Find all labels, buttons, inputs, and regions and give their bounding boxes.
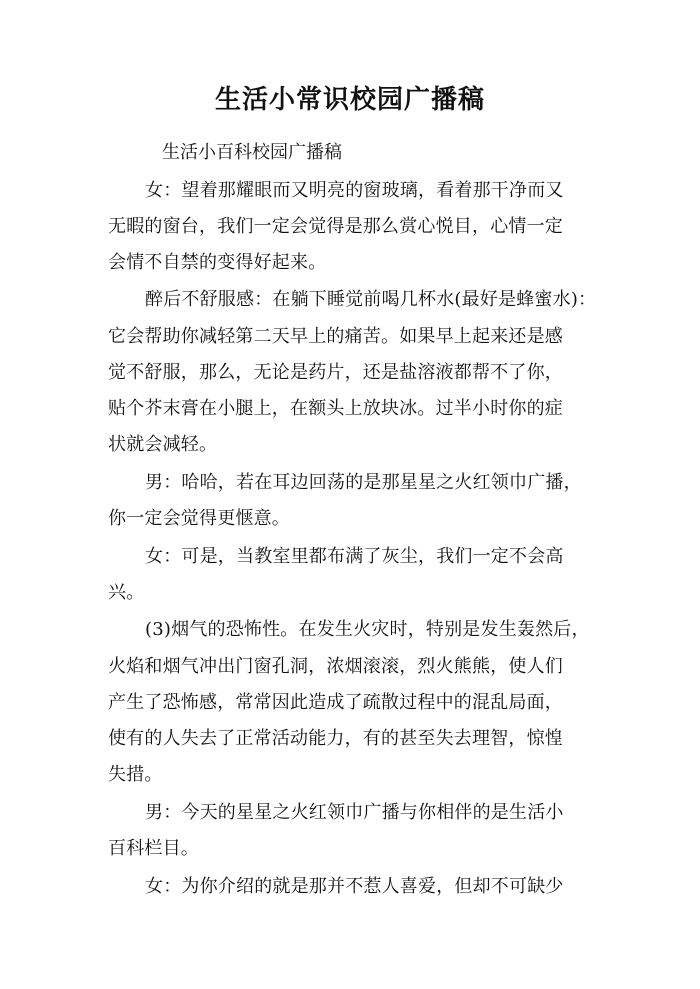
paragraph-line: 醉后不舒服感：在躺下睡觉前喝几杯水(最好是蜂蜜水)： (145, 289, 597, 310)
paragraph-line: 男：今天的星星之火红领巾广播与你相伴的是生活小 (145, 802, 564, 823)
paragraph-line: 贴个芥末膏在小腿上，在额头上放块冰。过半小时你的症 (108, 398, 563, 419)
paragraph-line: 女：望着那耀眼而又明亮的窗玻璃，看着那干净而又 (145, 180, 564, 201)
paragraph-line: 觉不舒服，那么，无论是药片，还是盐溶液都帮不了你， (108, 362, 563, 383)
paragraph-line: 状就会减轻。 (108, 434, 218, 455)
paragraph-line: (3)烟气的恐怖性。在发生火灾时，特别是发生轰然后， (145, 619, 590, 640)
paragraph-line: 它会帮助你减轻第二天早上的痛苦。如果早上起来还是感 (108, 326, 563, 347)
paragraph-line: 女：为你介绍的就是那并不惹人喜爱，但却不可缺少 (145, 876, 564, 897)
document-subtitle: 生活小百科校园广播稿 (162, 142, 342, 163)
paragraph-line: 无暇的窗台，我们一定会觉得是那么赏心悦目，心情一定 (108, 216, 563, 237)
document-title: 生活小常识校园广播稿 (214, 85, 485, 115)
paragraph-line: 失措。 (108, 764, 163, 785)
paragraph-line: 男：哈哈，若在耳边回荡的是那星星之火红领巾广播， (145, 472, 582, 493)
paragraph-line: 你一定会觉得更惬意。 (108, 508, 290, 529)
paragraph-line: 兴。 (108, 582, 145, 603)
paragraph-line: 会情不自禁的变得好起来。 (108, 252, 327, 273)
paragraph-line: 使有的人失去了正常活动能力，有的甚至失去理智，惊惶 (108, 728, 563, 749)
paragraph-line: 女：可是，当教室里都布满了灰尘，我们一定不会高 (145, 546, 564, 567)
paragraph-line: 火焰和烟气冲出门窗孔洞，浓烟滚滚，烈火熊熊，使人们 (108, 656, 563, 677)
paragraph-line: 百科栏目。 (108, 838, 199, 859)
paragraph-line: 产生了恐怖感，常常因此造成了疏散过程中的混乱局面， (108, 692, 563, 713)
